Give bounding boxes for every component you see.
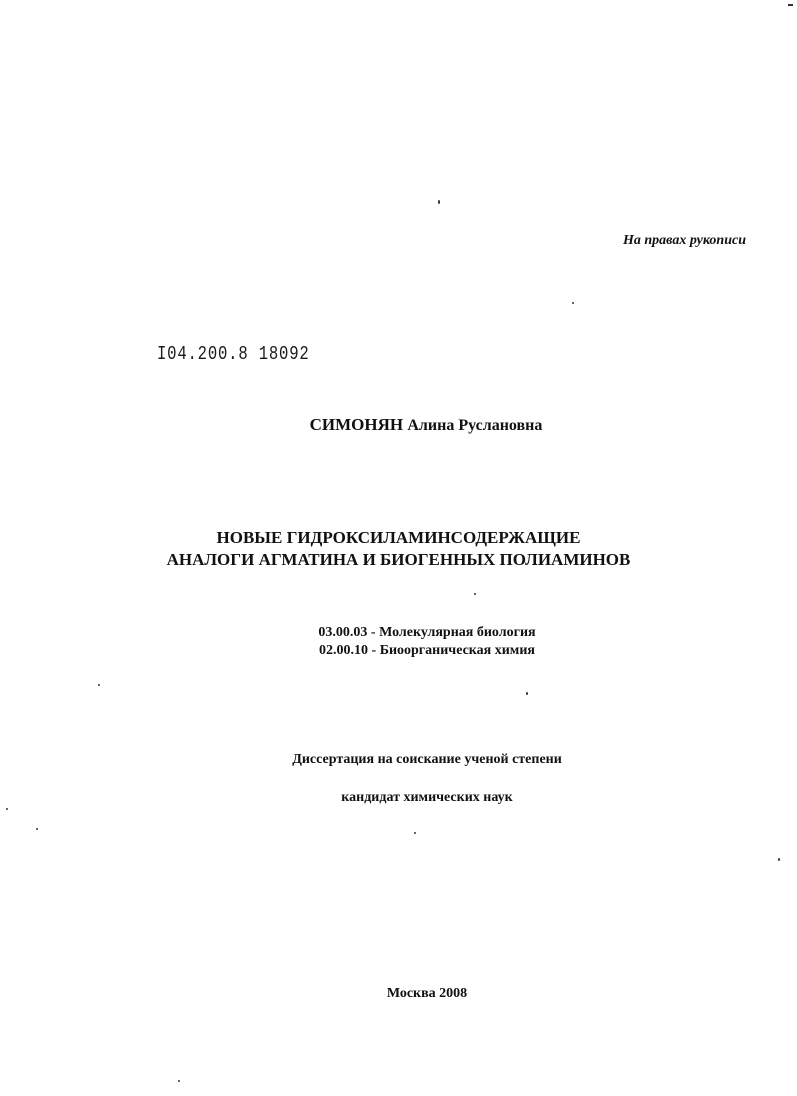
author-surname: СИМОНЯН [309,415,404,434]
title-line-2: АНАЛОГИ АГМАТИНА И БИОГЕННЫХ ПОЛИАМИНОВ [166,550,631,569]
scan-speck [98,684,100,686]
degree: кандидат химических наук [341,790,513,805]
dissertation-title [0,527,797,571]
archive-code: I04.200.8 18092 [157,343,310,365]
dissertation-note: Диссертация на соискание ученой степени [292,752,562,767]
rights-note: На правах рукописи [623,233,746,248]
scan-speck [178,1080,180,1082]
scan-speck [474,593,476,595]
scan-speck [36,828,38,830]
specialties-list [0,624,797,660]
scan-speck [526,692,528,695]
title-line-1: НОВЫЕ ГИДРОКСИЛАМИНСОДЕРЖАЩИЕ [216,528,581,547]
specialty-item: 02.00.10 - Биоорганическая химия [319,643,535,658]
specialty-item: 03.00.03 - Молекулярная биология [318,625,536,640]
scan-speck [572,302,574,304]
scan-speck [414,832,416,834]
scan-speck [788,4,793,6]
scan-speck [778,858,780,861]
author-name [0,415,797,435]
author-given-names: Алина Руслановна [407,417,543,434]
scan-speck [438,200,440,204]
city-year: Москва 2008 [386,986,468,1001]
scan-speck [6,808,8,810]
